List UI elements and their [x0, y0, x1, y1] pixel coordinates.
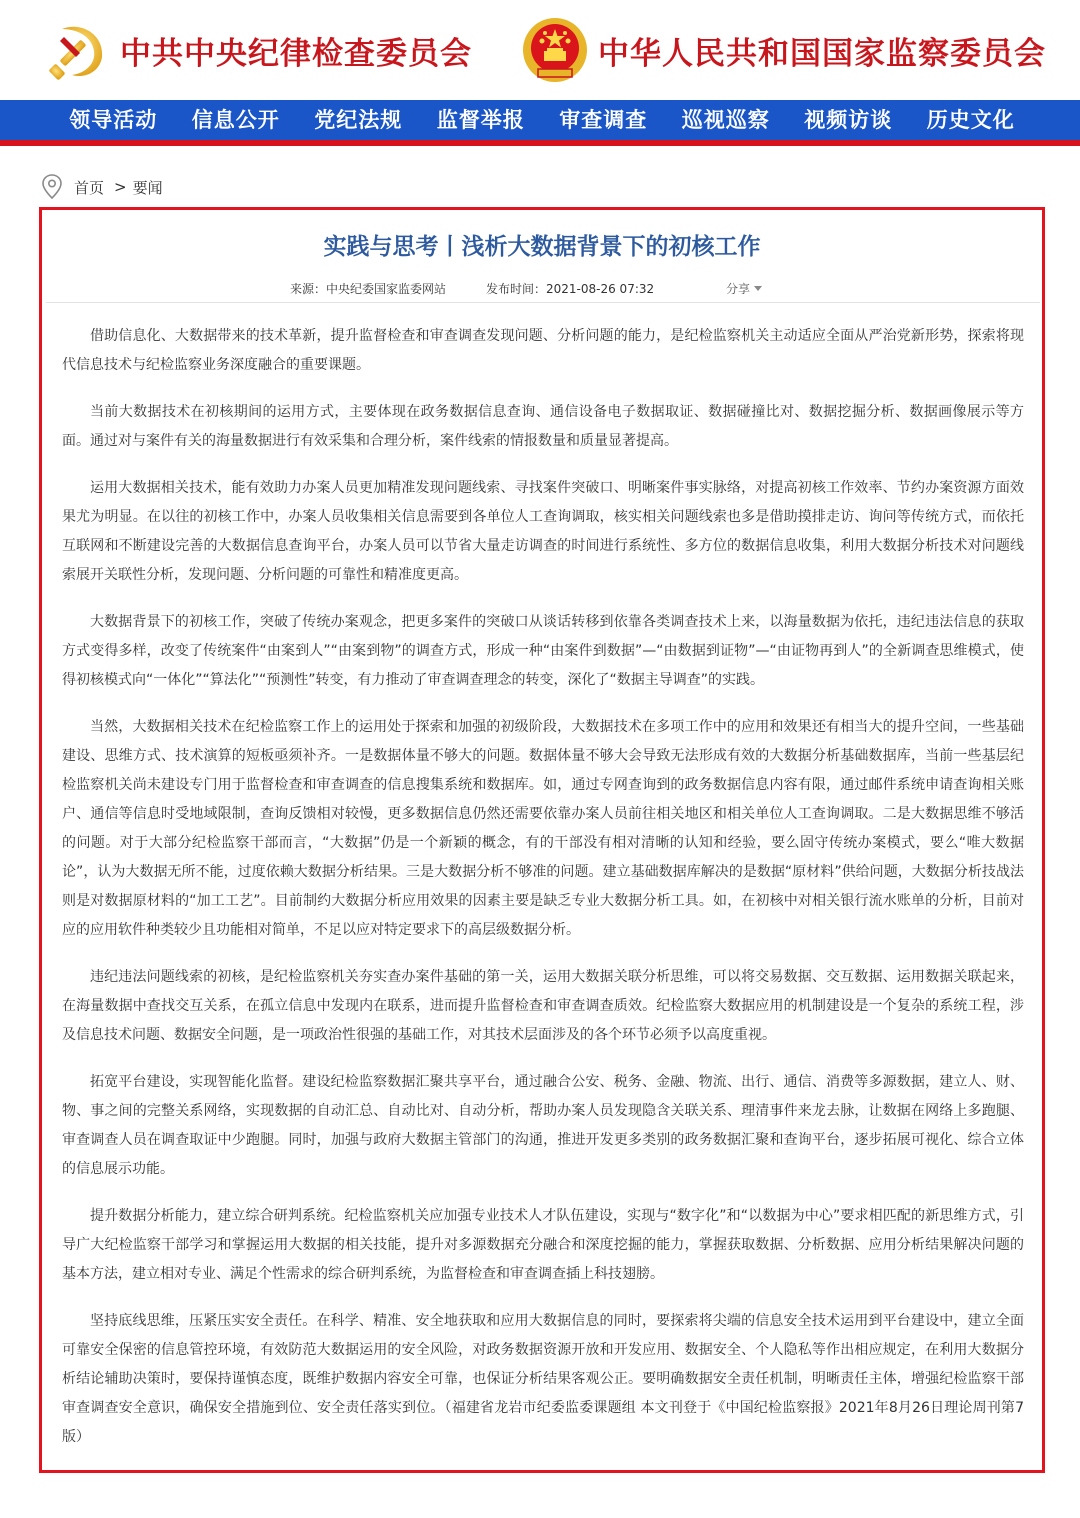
article-paragraph: 违纪违法问题线索的初核，是纪检监察机关夯实查办案件基础的第一关，运用大数据关联分析思维，可以将交易数据、交互数据、运用数据关联起来，在海量数据中查找交互关系，在孤立信息中发现内在联系，进而提升监督检查和审查调查质效。纪检监察大数据应用的机制建设是一个复杂的系统工程，涉及信息技术问题、数据安全问题，是一项政治性很强的基础工作，对其技术层面涉及的各个环节必须予以高度重视。 — [62, 969, 1024, 1043]
nav-item-report[interactable]: 监督举报 — [436, 107, 525, 132]
article-paragraph: 提升数据分析能力，建立综合研判系统。纪检监察机关应加强专业技术人才队伍建设，实现与“数字化”和“以数据为中心”要求相匹配的新思维方式，引导广大纪检监察干部学习和掌握运用大数据的相关技能，提升对多源数据充分融合和深度挖掘的能力，掌握获取数据、分析数据、应用分析结果解决问题的基本方法，建立相对专业、满足个性需求的综合研判系统，为监督检查和审查调查插上科技翅膀。 — [62, 1208, 1024, 1282]
location-pin-icon — [40, 173, 64, 201]
site-header — [0, 0, 1080, 100]
nav-item-video[interactable]: 视频访谈 — [804, 107, 893, 132]
article-paragraph: 坚持底线思维，压紧压实安全责任。在科学、精准、安全地获取和应用大数据信息的同时，要探索将尖端的信息安全技术运用到平台建设中，建立全面可靠安全保密的信息管控环境，有效防范大数据运用的安全风险，对政务数据资源开放和开发应用、数据安全、个人隐私等作出相应规定，在利用大数据分析结论辅助决策时，要保持谨慎态度，既维护数据内容安全可靠，也保证分析结果客观公正。要明确数据安全责任机制，明晰责任主体，增强纪检监察干部审查调查安全意识，确保安全措施到位、安全责任落实到位。（福建省龙岩市纪委监委课题组 本文刊登于《中国纪检监察报》2021年8月26日理论周刊第7版） — [62, 1313, 1024, 1445]
article-title: 实践与思考丨浅析大数据背景下的初核工作 — [323, 234, 761, 260]
party-emblem-icon — [42, 15, 112, 85]
nsc-title: 中华人民共和国国家监察委员会 — [598, 35, 1046, 72]
nav-item-info-disclosure[interactable]: 信息公开 — [191, 107, 280, 132]
article-paragraph: 拓宽平台建设，实现智能化监督。建设纪检监察数据汇聚共享平台，通过融合公安、税务、金融、物流、出行、通信、消费等多源数据，建立人、财、物、事之间的完整关系网络，实现数据的自动汇总、自动比对、自动分析，帮助办案人员发现隐含关联关系、理清事件来龙去脉，让数据在网络上多跑腿、审查调查人员在调查取证中少跑腿。同时，加强与政府大数据主管部门的沟通，推进开发更多类别的政务数据汇聚和查询平台，逐步拓展可视化、综合立体的信息展示功能。 — [62, 1074, 1024, 1177]
article-paragraph: 借助信息化、大数据带来的技术革新，提升监督检查和审查调查发现问题、分析问题的能力，是纪检监察机关主动适应全面从严治党新形势，探索将现代信息技术与纪检监察业务深度融合的重要课题。 — [62, 328, 1024, 373]
nav-item-history[interactable]: 历史文化 — [926, 107, 1015, 132]
breadcrumb-home[interactable]: 首页 — [74, 178, 105, 197]
share-label: 分享 — [726, 282, 751, 296]
article-source: 来源：中央纪委国家监委网站 — [290, 282, 447, 296]
breadcrumb — [40, 172, 163, 202]
ccdi-logo[interactable] — [42, 12, 472, 88]
nsc-logo[interactable] — [520, 12, 1046, 88]
meta-divider — [46, 302, 1040, 303]
ccdi-title: 中共中央纪律检查委员会 — [120, 35, 472, 72]
share-button[interactable] — [726, 280, 762, 297]
article-body — [62, 322, 1024, 1470]
main-nav — [0, 100, 1080, 146]
nav-item-inspection[interactable]: 巡视巡察 — [681, 107, 770, 132]
nav-item-investigation[interactable]: 审查调查 — [559, 107, 648, 132]
national-emblem-icon — [520, 15, 590, 85]
article-meta — [42, 278, 1042, 298]
article-paragraph: 运用大数据相关技术，能有效助力办案人员更加精准发现问题线索、寻找案件突破口、明晰案件事实脉络，对提高初核工作效率、节约办案资源方面效果尤为明显。在以往的初核工作中，办案人员收集相关信息需要到各单位人工查询调取，核实相关问题线索也多是借助摸排走访、询问等传统方式，而依托互联网和不断建设完善的大数据信息查询平台，办案人员可以节省大量走访调查的时间进行系统性、多方位的数据信息收集，利用大数据分析技术对问题线索展开关联性分析，发现问题、分析问题的可靠性和精准度更高。 — [62, 480, 1024, 583]
article-paragraph: 当然，大数据相关技术在纪检监察工作上的运用处于探索和加强的初级阶段，大数据技术在多项工作中的应用和效果还有相当大的提升空间，一些基础建设、思维方式、技术演算的短板亟须补齐。一是数据体量不够大的问题。数据体量不够大会导致无法形成有效的大数据分析基础数据库，当前一些基层纪检监察机关尚未建设专门用于监督检查和审查调查的信息搜集系统和数据库。如，通过专网查询到的政务数据信息内容有限，通过邮件系统申请查询相关账户、通信等信息时受地域限制，查询反馈相对较慢，更多数据信息仍然还需要依靠办案人员前往相关地区和相关单位人工查询调取。二是大数据思维不够活的问题。对于大部分纪检监察干部而言，“大数据”仍是一个新颖的概念，有的干部没有相对清晰的认知和经验，要么固守传统办案模式，要么“唯大数据论”，认为大数据无所不能，过度依赖大数据分析结果。三是大数据分析不够准的问题。建立基础数据库解决的是数据“原材料”供给问题，大数据分析技战法则是对数据原材料的“加工工艺”。目前制约大数据分析应用效果的因素主要是缺乏专业大数据分析工具。如，在初核中对相关银行流水账单的分析，目前对应的应用软件种类较少且功能相对简单，不足以应对特定要求下的高层级数据分析。 — [62, 719, 1024, 938]
nav-item-leadership[interactable]: 领导活动 — [69, 107, 158, 132]
article-paragraph: 当前大数据技术在初核期间的运用方式，主要体现在政务数据信息查询、通信设备电子数据取证、数据碰撞比对、数据挖掘分析、数据画像展示等方面。通过对与案件有关的海量数据进行有效采集和合理分析，案件线索的情报数量和质量显著提高。 — [62, 404, 1024, 449]
breadcrumb-current[interactable]: 要闻 — [132, 178, 163, 197]
breadcrumb-separator: > — [114, 178, 127, 196]
article-frame — [39, 207, 1045, 1473]
nav-item-regulations[interactable]: 党纪法规 — [314, 107, 403, 132]
chevron-down-icon — [754, 286, 762, 291]
article-paragraph: 大数据背景下的初核工作，突破了传统办案观念，把更多案件的突破口从谈话转移到依靠各类调查技术上来，以海量数据为依托，违纪违法信息的获取方式变得多样，改变了传统案件“由案到人”“由案到物”的调查方式，形成一种“由案件到数据”—“由数据到证物”—“由证物再到人”的全新调查思维模式，使得初核模式向“一体化”“算法化”“预测性”转变，有力推动了审查调查理念的转变，深化了“数据主导调查”的实践。 — [62, 614, 1024, 688]
article-date: 发布时间：2021-08-26 07:32 — [486, 282, 655, 296]
